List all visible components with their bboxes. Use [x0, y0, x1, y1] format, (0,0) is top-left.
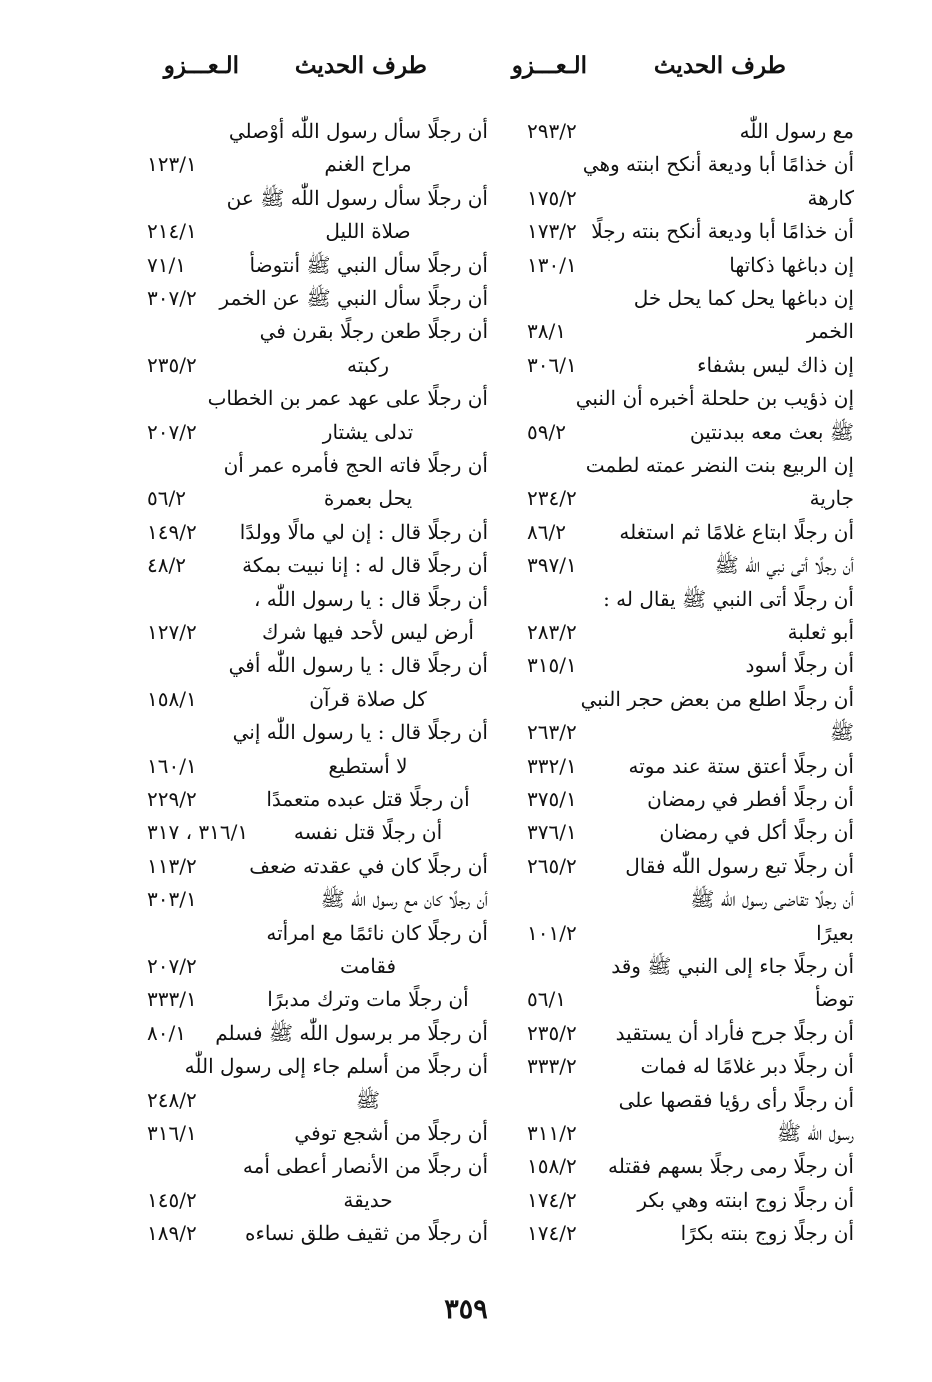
right-entry-text: إن دباغها ذكاتها	[729, 253, 854, 277]
left-entry-ref: ٨٠/١	[147, 1021, 186, 1045]
left-entry-text: مراح الغنم	[324, 152, 412, 176]
right-entry-ref: ٥٩/٢	[527, 420, 566, 444]
left-entry-ref: ١٢٧/٢	[147, 620, 197, 644]
right-entry-text: بعيرًا	[816, 921, 854, 945]
left-entry-text: أن رجلًا قال : يا رسول اللّٰه أفي	[228, 653, 488, 677]
right-entry-text: أن رجلًا رمى رجلًا بسهم فقتله	[608, 1154, 854, 1178]
right-entry-text: ﷺ بعث معه ببدنتين	[689, 420, 854, 444]
header-right-ref: الـعـــزو	[511, 52, 587, 79]
left-entry-text: أن رجلًا من أشجع توفي	[294, 1121, 488, 1145]
right-entry-ref	[527, 883, 607, 916]
left-entry-ref: ١٢٣/١	[147, 152, 197, 176]
right-entry-ref: ٣٠٦/١	[527, 353, 577, 377]
left-entry-text: أن رجلًا كان في عقدته ضعف	[249, 854, 488, 878]
right-entry-text: أن خذامًا أبا وديعة أنكح بنته رجلًا	[591, 219, 854, 243]
right-entry-ref	[527, 583, 607, 616]
right-entry-ref: ١٧٤/٢	[527, 1221, 577, 1245]
left-entry-ref	[147, 716, 257, 749]
right-entry-text: توضأ	[815, 987, 854, 1011]
left-entry-text: أن رجلًا مر برسول اللّٰه ﷺ فسلم	[215, 1021, 488, 1045]
left-entry-ref	[147, 315, 257, 348]
left-entry-ref: ٢٠٧/٢	[147, 954, 197, 978]
header-left-ref: الـعـــزو	[163, 52, 239, 79]
left-entry-ref: ٢٠٧/٢	[147, 420, 197, 444]
right-entry-ref: ٣١١/٢	[527, 1121, 577, 1145]
left-entry-text: أن رجلًا من ثقيف طلق نساءه	[245, 1221, 488, 1245]
page-number: ٣٥٩	[444, 1294, 488, 1325]
left-entry-ref	[147, 583, 257, 616]
right-entry-ref	[527, 1084, 607, 1117]
left-entry-ref: ٤٨/٢	[147, 553, 186, 577]
left-entry-ref: ٣١٦/١	[147, 1121, 197, 1145]
left-entry-ref: ١١٣/٢	[147, 854, 197, 878]
left-entry-text: أن رجلًا من أسلم جاء إلى رسول اللّٰه	[184, 1054, 488, 1078]
left-entry-ref: ٢٤٨/٢	[147, 1088, 197, 1112]
right-entry-text: إن الربيع بنت النضر عمته لطمت	[585, 453, 854, 477]
left-entry-text: حديقة	[343, 1188, 393, 1212]
right-entry-ref: ٣٣٢/١	[527, 754, 577, 778]
right-entry-text: أن رجلًا تقاضى رسول اللّٰه ﷺ	[690, 887, 854, 911]
left-entry-ref: ١٦٠/١	[147, 754, 197, 778]
right-entry-ref: ١٧٣/٢	[527, 219, 577, 243]
right-entry-text: مع رسول اللّٰه	[739, 119, 854, 143]
right-entry-text: أن رجلًا رأى رؤيا فقصها على	[618, 1088, 854, 1112]
left-entry-text: أن رجلًا طعن رجلًا بقرن في	[259, 319, 488, 343]
left-entry-text: ركبته	[347, 353, 389, 377]
left-entry-text: أن رجلًا قتل نفسه	[293, 820, 443, 844]
left-entry-ref: ١٤٥/٢	[147, 1188, 197, 1212]
right-entry-text: إن ذؤيب بن حلحلة أخبره أن النبي	[575, 386, 854, 410]
left-entry-text: أن رجلًا سأل رسول اللّٰه ﷺ عن	[226, 186, 488, 210]
left-entry-ref: ٥٦/٢	[147, 486, 186, 510]
right-entry-ref: ١٣٠/١	[527, 253, 577, 277]
left-entry-text: صلاة الليل	[325, 219, 411, 243]
right-entry-ref: ١٧٤/٢	[527, 1188, 577, 1212]
left-entry-text: أن رجلًا قتل عبده متعمدًا	[266, 787, 470, 811]
right-entry-text: أن رجلًا أفطر في رمضان	[647, 787, 854, 811]
left-entry-ref: ٣١٦/١ ، ٣١٧	[147, 820, 249, 844]
right-entry-ref	[527, 683, 607, 716]
right-entry-ref: ٣٧٦/١	[527, 820, 577, 844]
right-entry-text: إن دباغها يحل كما يحل خل	[633, 286, 854, 310]
right-entry-ref: ١٥٨/٢	[527, 1154, 577, 1178]
right-entry-text: أن رجلًا زوج ابنته وهي بكر	[637, 1188, 854, 1212]
right-entry-ref	[527, 449, 607, 482]
right-entry-ref: ٣١٥/١	[527, 653, 577, 677]
left-entry-text: فقامت	[339, 954, 397, 978]
left-entry-text: أن رجلًا من الأنصار أعطى أمه	[242, 1154, 488, 1178]
left-entry-ref: ١٥٨/١	[147, 687, 197, 711]
right-entry-ref	[527, 282, 607, 315]
right-entry-text: أن رجلًا أتى النبي ﷺ يقال له :	[603, 587, 854, 611]
right-entry-ref	[527, 382, 607, 415]
right-entry-text: أن رجلًا ابتاع غلامًا ثم استغله	[619, 520, 854, 544]
left-entry-text: أن رجلًا قال : إن لي مالًا وولدًا	[239, 520, 488, 544]
left-entry-text: أن رجلًا مات وترك مدبرًا	[267, 987, 469, 1011]
right-entry-text: جارية	[809, 486, 854, 510]
right-entry-text: ﷺ	[829, 720, 854, 744]
left-entry-ref	[147, 449, 257, 482]
right-entry-ref: ٨٦/٢	[527, 520, 566, 544]
left-entry-text: أن رجلًا فاته الحج فأمره عمر أن	[223, 453, 488, 477]
left-entry-text: ﷺ	[355, 1088, 381, 1112]
right-entry-text: أن رجلًا أكل في رمضان	[659, 820, 854, 844]
right-entry-ref: ٢٣٥/٢	[527, 1021, 577, 1045]
right-entry-ref: ١٧٥/٢	[527, 186, 577, 210]
right-entry-ref	[527, 950, 607, 983]
left-entry-ref: ١٤٩/٢	[147, 520, 197, 544]
right-entry-text: إن ذاك ليس بشفاء	[697, 353, 854, 377]
left-entry-text: يحل بعمرة	[323, 486, 413, 510]
left-entry-text: أن رجلًا كان نائمًا مع امرأته	[266, 921, 488, 945]
right-entry-text: أن رجلًا دبر غلامًا له فمات	[640, 1054, 854, 1078]
right-entry-ref: ٢٩٣/٢	[527, 119, 577, 143]
left-entry-ref	[147, 382, 257, 415]
right-entry-text: أن رجلًا أسود	[745, 653, 854, 677]
header-left-text: طرف الحديث	[294, 52, 427, 79]
left-entry-ref	[147, 115, 257, 148]
left-entry-text: أن رجلًا سأل رسول اللّٰه أوْصلي	[228, 119, 488, 143]
left-entry-ref: ٧١/١	[147, 253, 186, 277]
right-entry-text: أن رجلًا تبع رسول اللّٰه فقال	[625, 854, 854, 878]
right-entry-text: أن رجلًا اطلع من بعض حجر النبي	[580, 687, 854, 711]
left-entry-text: أن رجلًا على عهد عمر بن الخطاب	[207, 386, 488, 410]
left-entry-ref: ٢٣٥/٢	[147, 353, 197, 377]
right-entry-text: أن رجلًا أتى نبي اللّٰه ﷺ	[714, 553, 854, 577]
left-entry-ref	[147, 1150, 257, 1183]
right-entry-ref: ١٠١/٢	[527, 921, 577, 945]
left-entry-ref: ٢١٤/١	[147, 219, 197, 243]
right-entry-ref: ٥٦/١	[527, 987, 566, 1011]
left-entry-ref	[147, 917, 257, 950]
left-entry-ref	[147, 1050, 257, 1083]
right-entry-text: أبو ثعلبة	[787, 620, 854, 644]
left-entry-text: تدلى يشتار	[322, 420, 414, 444]
left-entry-ref: ٢٢٩/٢	[147, 787, 197, 811]
left-entry-text: أن رجلًا سأل النبي ﷺ عن الخمر	[219, 286, 488, 310]
right-entry-ref: ٣٨/١	[527, 319, 566, 343]
right-entry-text: كارهة	[807, 186, 854, 210]
right-entry-ref: ٣٩٧/١	[527, 553, 577, 577]
right-entry-text: أن رجلًا جرح فأراد أن يستقيد	[615, 1021, 854, 1045]
left-entry-ref: ١٨٩/٢	[147, 1221, 197, 1245]
left-entry-text: أن رجلًا قال له : إنا نبيت بمكة	[242, 553, 488, 577]
left-entry-ref: ٣٣٣/١	[147, 987, 197, 1011]
right-entry-text: أن رجلًا زوج بنته بكرًا	[680, 1221, 854, 1245]
left-entry-ref	[147, 649, 257, 682]
left-entry-text: أن رجلًا سأل النبي ﷺ أنتوضأ	[249, 253, 488, 277]
right-entry-text: أن رجلًا جاء إلى النبي ﷺ وقد	[611, 954, 854, 978]
left-entry-text: كل صلاة قرآن	[309, 687, 427, 711]
right-entry-ref: ٢٦٥/٢	[527, 854, 577, 878]
right-entry-ref: ٢٦٣/٢	[527, 720, 577, 744]
left-entry-text: أن رجلًا قال : يا رسول اللّٰه إني	[232, 720, 488, 744]
left-entry-text: أرض ليس لأحد فيها شرك	[262, 620, 474, 644]
right-entry-ref: ٢٣٤/٢	[527, 486, 577, 510]
left-entry-ref: ٣٠٧/٢	[147, 286, 197, 310]
right-entry-ref	[527, 148, 607, 181]
right-entry-ref: ٣٣٣/٢	[527, 1054, 577, 1078]
left-entry-text: لا أستطيع	[328, 754, 408, 778]
right-entry-text: أن رجلًا أعتق ستة عند موته	[628, 754, 854, 778]
left-entry-ref: ٣٠٣/١	[147, 887, 197, 911]
left-entry-text: أن رجلًا قال : يا رسول اللّٰه ،	[253, 587, 488, 611]
right-entry-text: أن خذامًا أبا وديعة أنكح ابنته وهي	[582, 152, 854, 176]
right-entry-ref: ٢٨٣/٢	[527, 620, 577, 644]
header-right-text: طرف الحديث	[653, 52, 786, 79]
right-entry-ref: ٣٧٥/١	[527, 787, 577, 811]
left-entry-text: أن رجلًا كان مع رسول اللّٰه ﷺ	[320, 887, 488, 911]
left-entry-ref	[147, 182, 257, 215]
right-entry-text: الخمر	[806, 319, 854, 343]
right-entry-text: رسول اللّٰه ﷺ	[776, 1121, 854, 1145]
